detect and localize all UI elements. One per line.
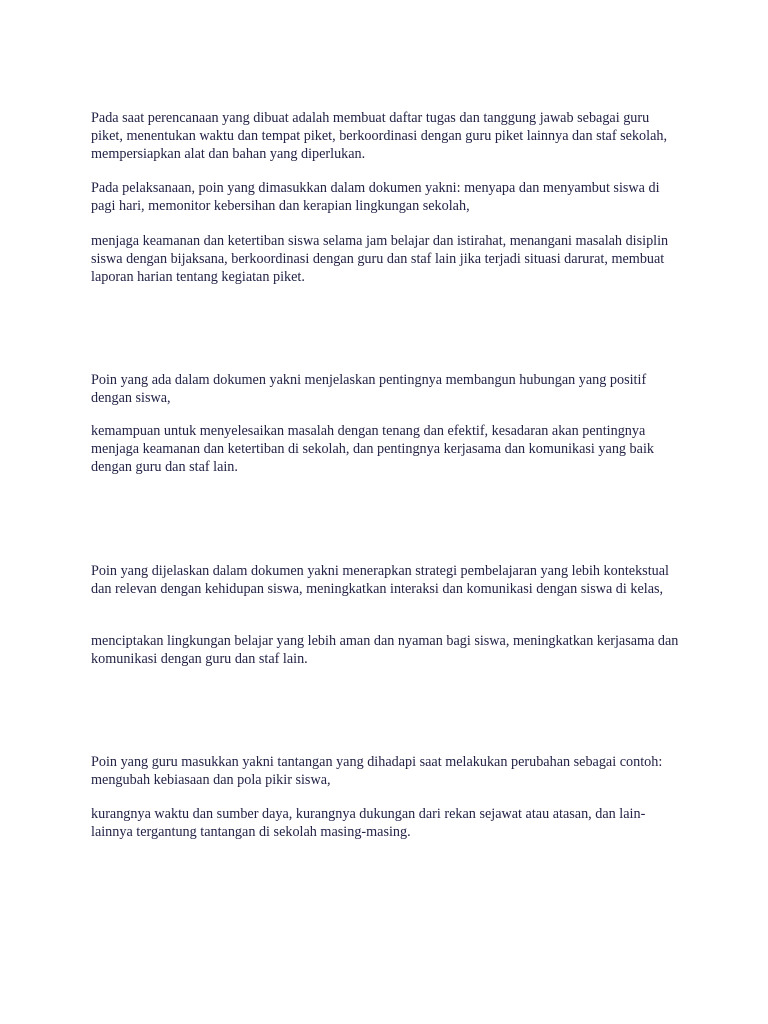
paragraph-implementation-continued: menjaga keamanan dan ketertiban siswa selama jam belajar dan istirahat, menangani masalah disiplin siswa dengan bijaksana, berkoordinasi dengan guru dan staf lain jika terjadi situasi darurat, membuat laporan harian tentang kegiatan piket. <box>91 233 669 285</box>
paragraph-student-relationship: Poin yang ada dalam dokumen yakni menjelaskan pentingnya membangun hubungan yang positif dengan siswa, <box>91 372 647 406</box>
paragraph-implementation: Pada pelaksanaan, poin yang dimasukkan dalam dokumen yakni: menyapa dan menyambut siswa di pagi hari, memonitor kebersihan dan kerapian lingkungan sekolah, <box>91 180 660 214</box>
paragraph-learning-strategy: Poin yang dijelaskan dalam dokumen yakni menerapkan strategi pembelajaran yang lebih kontekstual dan relevan dengan kehidupan siswa, meningkatkan interaksi dan komunikasi dengan siswa di kelas, <box>91 563 669 597</box>
paragraph-challenges-continued: kurangnya waktu dan sumber daya, kurangnya dukungan dari rekan sejawat atau atasan, dan lain-lainnya tergantung tantangan di sekolah masing-masing. <box>91 806 646 840</box>
paragraph-planning: Pada saat perencanaan yang dibuat adalah membuat daftar tugas dan tanggung jawab sebagai guru piket, menentukan waktu dan tempat piket, berkoordinasi dengan guru piket lainnya dan staf sekolah, mempersiapkan alat dan bahan yang diperlukan. <box>91 110 668 162</box>
paragraph-challenges: Poin yang guru masukkan yakni tantangan yang dihadapi saat melakukan perubahan sebagai contoh: mengubah kebiasaan dan pola pikir siswa, <box>91 754 663 788</box>
paragraph-learning-strategy-continued: menciptakan lingkungan belajar yang lebih aman dan nyaman bagi siswa, meningkatkan kerjasama dan komunikasi dengan guru dan staf lain. <box>91 633 679 667</box>
paragraph-student-relationship-continued: kemampuan untuk menyelesaikan masalah dengan tenang dan efektif, kesadaran akan pentingnya menjaga keamanan dan ketertiban di sekolah, dan pentingnya kerjasama dan komunikasi yang baik dengan guru dan staf lain. <box>91 423 654 475</box>
